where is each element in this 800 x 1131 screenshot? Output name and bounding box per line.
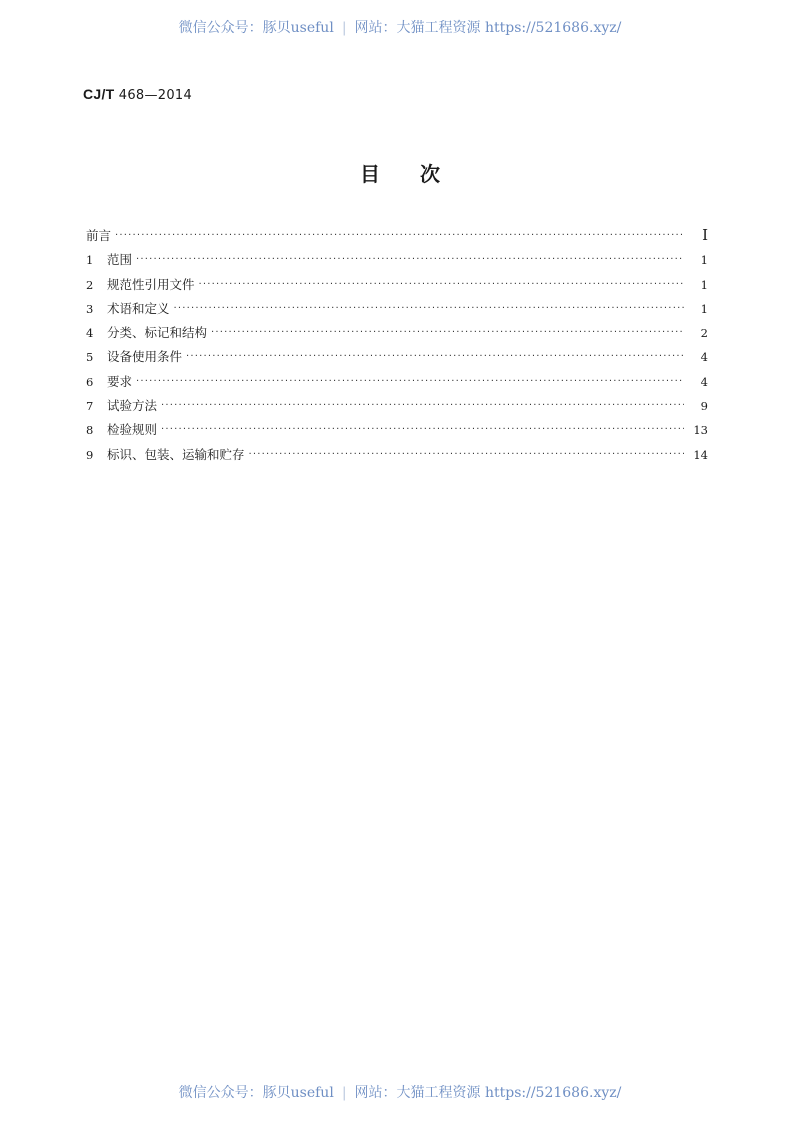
toc-entry-3[interactable] [86,299,708,323]
toc-entry-page: 13 [693,423,708,438]
standard-number: 468—2014 [118,88,193,103]
toc-entry-label: 试验方法 [107,398,158,414]
toc-entry-number: 7 [86,399,94,414]
toc-entry-page: 9 [700,399,708,414]
toc-entry-label: 术语和定义 [107,300,170,316]
toc-entry-label: 范围 [107,252,133,268]
toc-dot-leader [186,351,684,362]
toc-entry-page: 14 [693,447,708,462]
toc-dot-leader [199,279,684,290]
toc-entry-number: 3 [86,301,94,316]
toc-entry-label: 设备使用条件 [107,349,183,365]
page-title-char-2: 次 [420,162,440,186]
toc-entry-4[interactable] [86,323,708,347]
toc-dot-leader [174,303,684,314]
page-title [0,158,800,187]
table-of-contents [86,226,708,469]
toc-entry-page: 4 [700,350,708,365]
toc-entry-9[interactable] [86,445,708,469]
watermark-footer [0,1082,800,1102]
toc-entry-number: 8 [86,423,94,438]
toc-entry-page: 1 [700,301,708,316]
toc-entry-label: 检验规则 [107,422,158,438]
toc-entry-page: 1 [700,277,708,292]
toc-entry-5[interactable] [86,347,708,371]
watermark-header [0,17,800,37]
toc-entry-page: 4 [700,374,708,389]
toc-entry-7[interactable] [86,396,708,420]
toc-entry-number: 1 [86,253,94,268]
watermark-wechat-text: 微信公众号：豚贝useful [178,20,334,36]
toc-entry-number: 2 [86,277,94,292]
toc-dot-leader [136,376,684,387]
toc-entry-2[interactable] [86,275,708,299]
toc-entry-foreword[interactable] [86,226,708,250]
toc-entry-label: 分类、标记和结构 [107,325,208,341]
watermark-wechat-text: 微信公众号：豚贝useful [178,1085,334,1101]
toc-entry-label: 前言 [86,228,112,243]
watermark-website-text: 网站：大猫工程资源 https://521686.xyz/ [354,1085,622,1101]
toc-entry-label: 规范性引用文件 [107,276,195,292]
toc-entry-page: 2 [700,326,708,341]
toc-dot-leader [161,400,684,411]
toc-entry-6[interactable] [86,372,708,396]
toc-entry-label: 要求 [107,373,133,389]
page-title-char-1: 目 [360,162,380,186]
watermark-website-text: 网站：大猫工程资源 https://521686.xyz/ [354,20,622,36]
toc-entry-1[interactable] [86,250,708,274]
toc-entry-number: 6 [86,374,94,389]
toc-entry-number: 4 [86,326,94,341]
watermark-separator: | [341,1085,347,1101]
toc-entry-number: 5 [86,350,94,365]
toc-entry-page: 1 [700,253,708,268]
standard-code [83,86,192,103]
toc-dot-leader [136,254,684,265]
toc-entry-8[interactable] [86,420,708,444]
watermark-separator: | [341,20,347,36]
toc-dot-leader [161,424,684,435]
toc-entry-label: 标识、包装、运输和贮存 [107,446,245,462]
toc-entry-page: I [702,226,708,244]
toc-dot-leader [115,230,684,241]
standard-prefix: CJ/T [83,86,115,102]
toc-dot-leader [211,327,684,338]
toc-dot-leader [249,449,684,460]
toc-entry-number: 9 [86,447,94,462]
